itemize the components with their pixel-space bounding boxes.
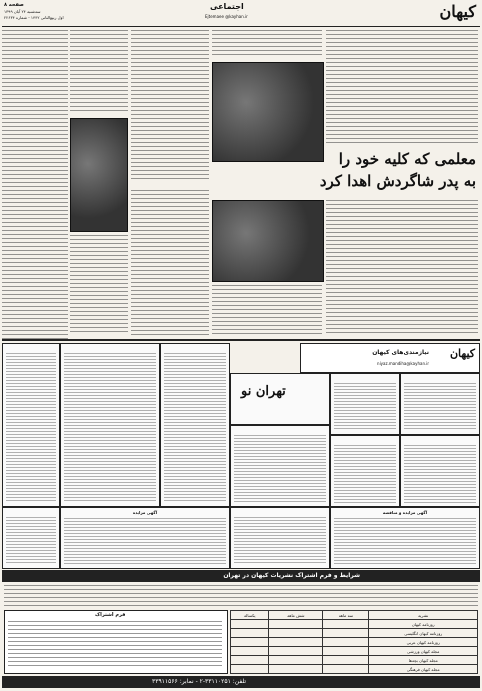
subscription-banner (2, 570, 480, 582)
section-title: اجتماعی (210, 2, 244, 11)
date-line: سه‌شنبه ۲۴ آبان ۱۳۹۹ (4, 9, 41, 14)
ads-email: niyaz.mandiha@kayhan.ir (377, 361, 429, 366)
header-rule (2, 26, 480, 27)
page-label: صفحه ۸ (4, 2, 24, 8)
form-title: فرم اشتراک (95, 612, 126, 618)
ad-block-4 (330, 435, 400, 507)
auction-title: آگهی مزایده و مناقصه (382, 510, 428, 515)
subscription-title: شرایط و فرم اشتراک نشریات کیهان در تهران (223, 572, 360, 579)
right-column-text (326, 30, 478, 145)
headline-line-1: معلمی که کلیه خود را (338, 150, 476, 168)
headline-line-2: به پدر شاگردش اهدا کرد (319, 172, 476, 190)
newspaper-logo: کیهان (439, 2, 476, 21)
ads-title: نیازمندی‌های کیهان (372, 349, 429, 356)
table-header: یکساله (231, 611, 269, 620)
ad-block-3 (400, 435, 480, 507)
table-row: مجله کیهان ورزشی (369, 647, 478, 656)
subscription-form[interactable] (4, 610, 228, 674)
ad-block-8 (2, 343, 60, 507)
issue-line: اول ربیع‌الثانی ۱۴۴۲ - شماره ۲۲۶۳۴ (4, 15, 64, 20)
students-photo (212, 200, 324, 282)
ads-header (300, 343, 480, 373)
subscription-terms (4, 585, 478, 607)
ad-block-9 (230, 507, 330, 569)
table-row: مجله کیهان فرهنگی (369, 665, 478, 674)
ad-block-10 (60, 507, 230, 569)
footer-text: تلفن: ۳۳۱۱۰۲۵۱-۲ - نمابر: ۳۳۹۱۱۵۶۶ (152, 678, 247, 685)
middle-text-2 (131, 190, 209, 335)
tehran-no-title: تهران نو (241, 384, 286, 399)
auction-notice (330, 507, 480, 569)
table-header: شش ماهه (269, 611, 323, 620)
table-row: روزنامه کیهان عربی (369, 638, 478, 647)
auction-ad-title: آگهی مزایده (132, 510, 158, 515)
ad-block-1 (400, 373, 480, 435)
table-row: مجله کیهان بچه‌ها (369, 656, 478, 665)
upper-text (212, 30, 322, 58)
masthead (0, 0, 482, 27)
ad-block-7 (60, 343, 160, 507)
portrait-photo (70, 118, 128, 232)
left-mid-text-2 (70, 235, 128, 335)
tehran-no-ad (230, 373, 330, 425)
ad-block-2 (330, 373, 400, 435)
lower-text (212, 285, 322, 335)
footer-bar (2, 676, 480, 688)
middle-text (131, 30, 209, 180)
table-header: نشریه (369, 611, 478, 620)
table-header: سه ماهه (323, 611, 369, 620)
ad-block-5 (230, 425, 330, 507)
left-mid-text (70, 30, 128, 114)
subscription-table (230, 610, 478, 674)
table-row: روزنامه کیهان انگلیسی (369, 629, 478, 638)
ad-block-11 (2, 507, 60, 569)
right-lower-text (326, 200, 478, 335)
table-row: روزنامه کیهان (369, 620, 478, 629)
ads-top-rule (2, 339, 480, 341)
classroom-photo (212, 62, 324, 162)
ads-logo: کیهان (449, 347, 475, 360)
left-column-text (2, 30, 68, 340)
ad-block-6 (160, 343, 230, 507)
section-email: Ejtemaee @kayhan.ir (205, 14, 248, 19)
